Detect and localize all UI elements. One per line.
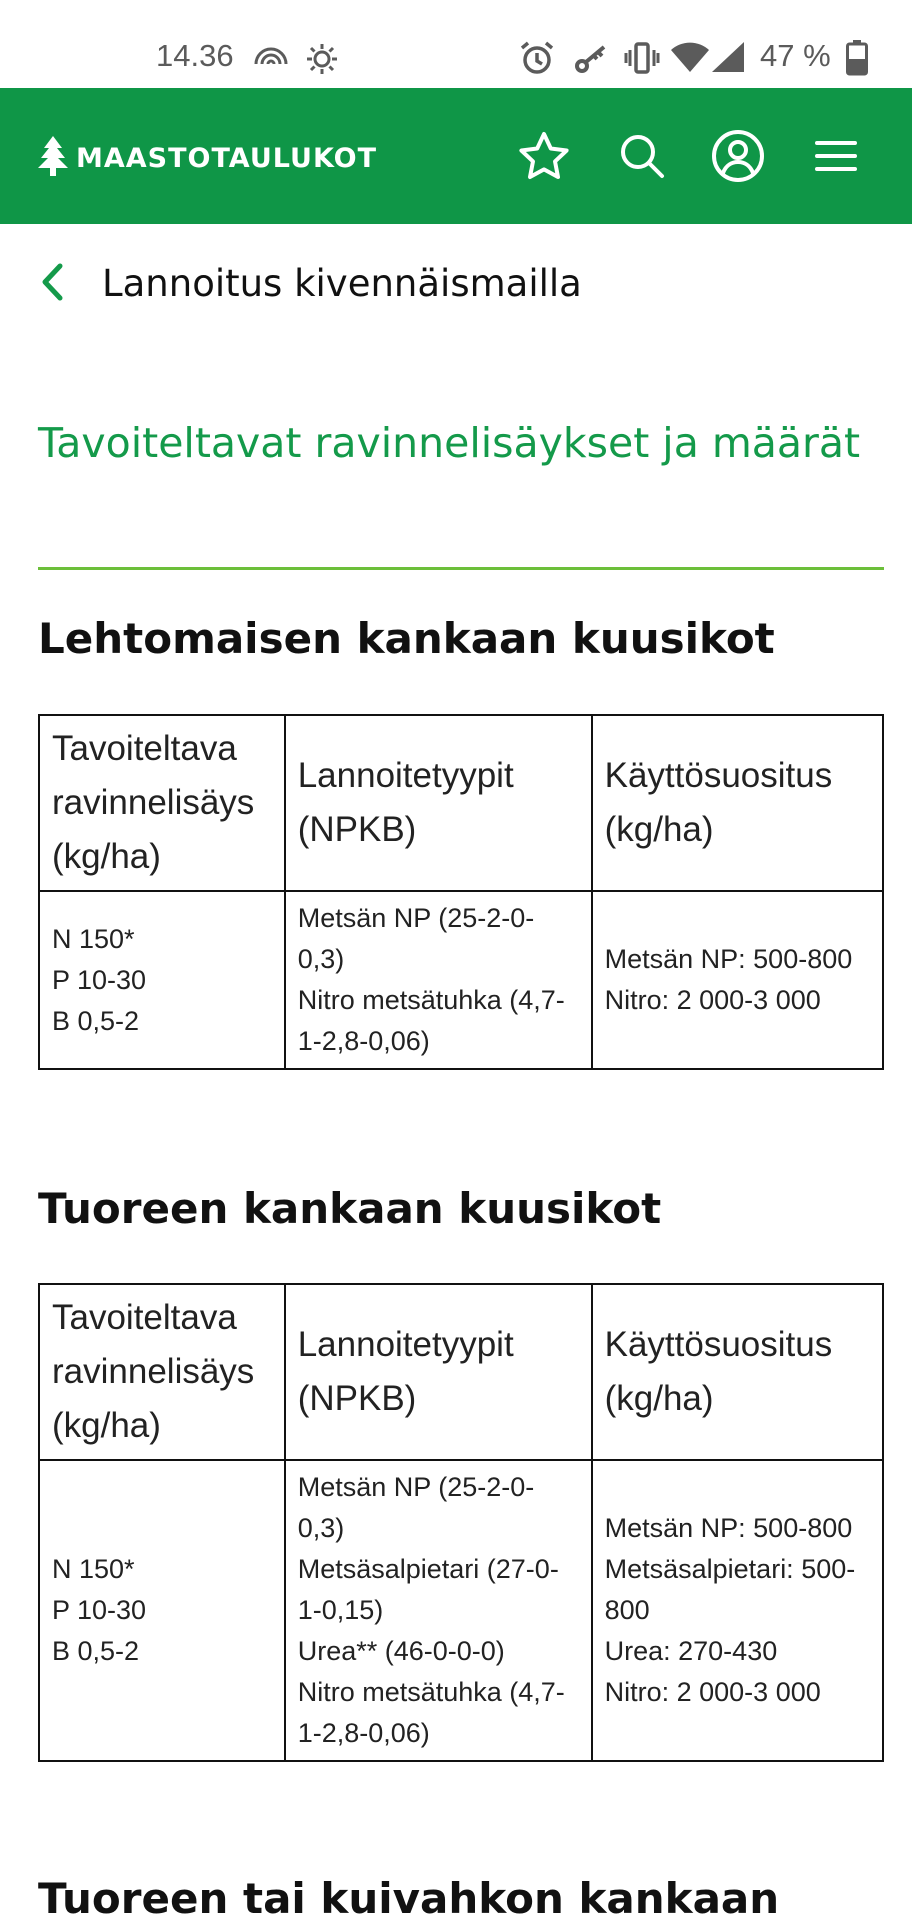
- battery-icon: [846, 40, 868, 80]
- cell-line: Metsän NP (25-2-0-0,3): [297, 1472, 535, 1543]
- usage-cell: [592, 1460, 883, 1761]
- menu-button[interactable]: [808, 130, 864, 186]
- title-divider: [38, 567, 884, 570]
- fertilizer-table: [38, 1283, 884, 1762]
- cell-line: Metsän NP: 500-800: [604, 944, 853, 974]
- page-title: Tavoiteltavat ravinnelisäykset ja määrät: [38, 419, 861, 467]
- nutrient-cell: [39, 1460, 285, 1761]
- cell-line: Metsäsalpietari: 500-800: [604, 1554, 856, 1625]
- cell-line: N 150*: [52, 923, 135, 954]
- fertilizer-cell: [285, 1460, 592, 1761]
- column-header: Käyttösuositus (kg/ha): [592, 715, 883, 891]
- cell-line: B 0,5-2: [52, 1636, 140, 1666]
- cell-line: Nitro metsätuhka (4,7-1-2,8-0,06): [297, 1677, 565, 1748]
- alarm-icon: [520, 41, 554, 79]
- vibrate-icon: [624, 42, 660, 78]
- battery-percent: 47 %: [760, 38, 831, 73]
- cell-line: Nitro: 2 000-3 000: [604, 1677, 821, 1707]
- cell-line: Nitro metsätuhka (4,7-1-2,8-0,06): [297, 985, 565, 1056]
- column-header: Tavoiteltava ravinnelisäys (kg/ha): [39, 715, 285, 891]
- tree-icon: [38, 136, 68, 180]
- account-button[interactable]: [710, 130, 766, 186]
- column-header: Tavoiteltava ravinnelisäys (kg/ha): [39, 1284, 285, 1460]
- cell-line: P 10-30: [52, 964, 147, 995]
- column-header: Lannoitetyypit (NPKB): [285, 715, 592, 891]
- status-time: 14.36: [156, 38, 234, 73]
- fertilizer-table: [38, 714, 884, 1070]
- column-header: Lannoitetyypit (NPKB): [285, 1284, 592, 1460]
- star-icon: [518, 131, 570, 185]
- table-header-row: [39, 1284, 883, 1460]
- signal-icon: [710, 40, 746, 78]
- back-navigation[interactable]: [40, 262, 582, 305]
- menu-icon: [815, 140, 857, 176]
- wifi-icon: [670, 42, 710, 78]
- usage-cell: [592, 891, 883, 1069]
- cell-line: Metsän NP: 500-800: [604, 1513, 853, 1543]
- account-icon: [711, 129, 765, 187]
- app-header: [0, 88, 912, 224]
- cell-line: N 150*: [52, 1554, 135, 1584]
- column-header: Käyttösuositus (kg/ha): [592, 1284, 883, 1460]
- cell-line: Metsäsalpietari (27-0-1-0,15): [297, 1554, 559, 1625]
- section-title: Lehtomaisen kankaan kuusikot: [38, 614, 775, 663]
- cell-line: Urea** (46-0-0-0): [297, 1636, 505, 1666]
- hotspot-icon: [252, 40, 290, 70]
- table-row: [39, 1460, 883, 1761]
- cell-line: Metsän NP (25-2-0-0,3): [297, 903, 535, 974]
- search-button[interactable]: [614, 130, 670, 186]
- cell-line: B 0,5-2: [52, 1005, 140, 1036]
- cell-line: Urea: 270-430: [604, 1636, 778, 1666]
- status-bar: [0, 0, 912, 88]
- favorite-button[interactable]: [516, 130, 572, 186]
- back-label: Lannoitus kivennäismailla: [102, 262, 582, 305]
- key-icon: [574, 44, 608, 78]
- nutrient-cell: [39, 891, 285, 1069]
- logo-text: MAASTOTAULUKOT: [76, 142, 378, 174]
- sun-icon: [306, 43, 338, 79]
- section-title: Tuoreen tai kuivahkon kankaan: [38, 1874, 780, 1920]
- app-logo[interactable]: [38, 136, 377, 180]
- cell-line: Nitro: 2 000-3 000: [604, 985, 821, 1015]
- chevron-left-icon: [40, 263, 64, 305]
- fertilizer-cell: [285, 891, 592, 1069]
- cell-line: P 10-30: [52, 1595, 147, 1625]
- table-header-row: [39, 715, 883, 891]
- section-title: Tuoreen kankaan kuusikot: [38, 1184, 662, 1233]
- search-icon: [619, 133, 665, 183]
- table-row: [39, 891, 883, 1069]
